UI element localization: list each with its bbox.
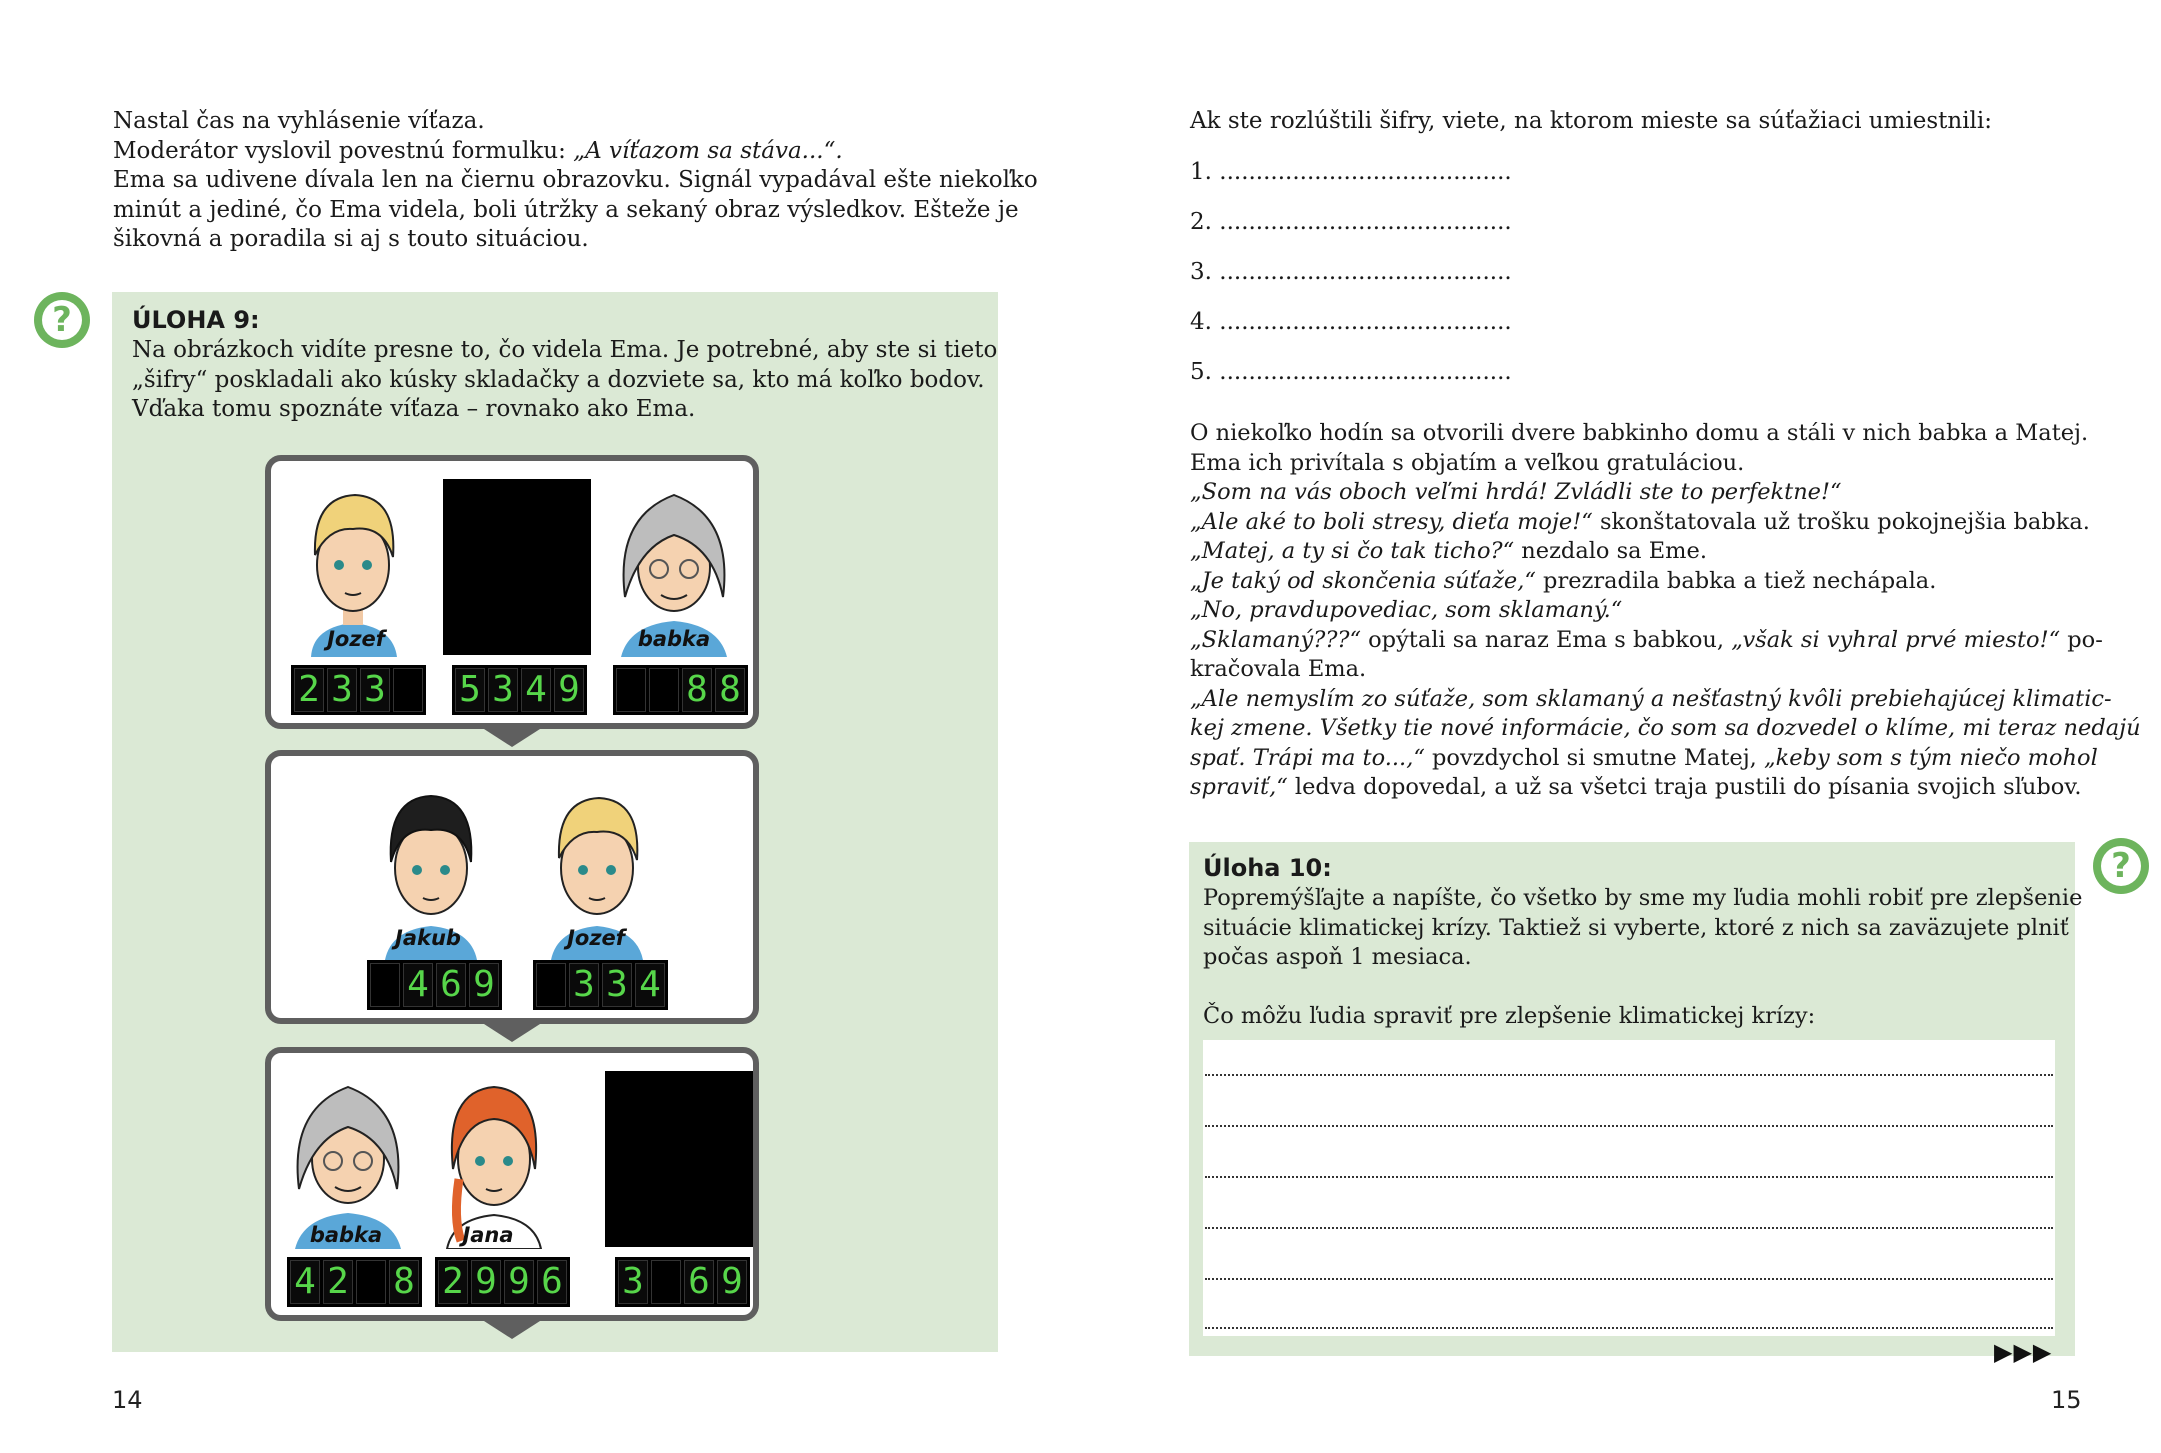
score-display — [291, 665, 426, 715]
task9-text: Na obrázkoch vidíte presne to, čo videla Ema. Je potrebné, aby ste si tieto „šifry“ poskladali ako kúsky skladačky a dozviete sa, kto má koľko bodov. Vďaka tomu spoznáte víťaza – rovnako ako Ema. — [132, 337, 998, 422]
score-display — [287, 1257, 422, 1307]
digit — [651, 1260, 681, 1304]
name-label: babka — [309, 1223, 383, 1247]
tv-tail — [484, 1321, 540, 1339]
digit: 4 — [290, 1260, 320, 1304]
digit: 3 — [360, 668, 390, 712]
task9-title: ÚLOHA 9: — [132, 306, 260, 334]
digit — [356, 1260, 386, 1304]
digit: 8 — [682, 668, 712, 712]
digit: 3 — [618, 1260, 648, 1304]
name-label: Jakub — [395, 926, 461, 950]
task10-prompt: Čo môžu ľudia spraviť pre zlepšenie klimatickej krízy: — [1203, 1003, 1816, 1029]
task9-box — [112, 292, 998, 1352]
digit: 3 — [488, 668, 518, 712]
score-display — [533, 960, 668, 1010]
tv-screen-2 — [265, 750, 759, 1024]
intro-line-4: minút a jediné, čo Ema videla, boli útržky a sekaný obraz výsledkov. Ešteže je — [113, 196, 1019, 223]
question-icon: ? — [34, 292, 90, 348]
name-label: babka — [637, 627, 711, 651]
digit: 4 — [635, 963, 665, 1007]
name-label: Jana — [462, 1223, 514, 1247]
tv-tail — [484, 729, 540, 747]
intro-line-2: Moderátor vyslovil povestnú formulku: „A víťazom sa stáva...“. — [113, 137, 843, 164]
digit: 8 — [715, 668, 745, 712]
intro-text — [113, 107, 1038, 255]
digit: 3 — [602, 963, 632, 1007]
placement-line[interactable]: 5. ........................................ — [1190, 359, 1512, 385]
placement-list — [1190, 158, 1512, 408]
answer-line[interactable] — [1205, 1072, 2053, 1076]
score-display — [615, 1257, 750, 1307]
score-display — [435, 1257, 570, 1307]
black-gap — [443, 479, 591, 655]
task10-text: Popremýšľajte a napíšte, čo všetko by sme my ľudia mohli robiť pre zlepšenie situácie klimatickej krízy. Taktiež si vyberte, ktoré z nich sa zaväzujete plniť počas aspoň 1 mesiaca. — [1203, 885, 2083, 970]
intro-line-3: Ema sa udivene dívala len na čiernu obrazovku. Signál vypadával ešte niekoľko — [113, 167, 1038, 193]
digit — [616, 668, 646, 712]
intro-line-1: Nastal čas na vyhlásenie víťaza. — [113, 108, 485, 134]
face-babka — [283, 1069, 413, 1249]
digit: 6 — [537, 1260, 567, 1304]
question-icon: ? — [2093, 838, 2149, 894]
score-display — [613, 665, 748, 715]
tv-screen-3 — [265, 1047, 759, 1321]
digit: 8 — [389, 1260, 419, 1304]
page-number-right: 15 — [2051, 1386, 2082, 1414]
score-display — [452, 665, 587, 715]
tv-tail — [484, 1024, 540, 1042]
continue-arrows-icon: ▶▶▶ — [1994, 1338, 2053, 1366]
task10-title: Úloha 10: — [1203, 854, 1332, 882]
digit: 6 — [684, 1260, 714, 1304]
placement-line[interactable]: 3. ........................................ — [1190, 259, 1512, 285]
placement-line[interactable]: 1. ........................................ — [1190, 159, 1512, 185]
digit: 3 — [327, 668, 357, 712]
placement-intro: Ak ste rozlúštili šifry, viete, na ktorom mieste sa súťažiaci umiestnili: — [1190, 108, 1993, 134]
digit: 6 — [436, 963, 466, 1007]
digit — [393, 668, 423, 712]
digit: 9 — [504, 1260, 534, 1304]
digit — [370, 963, 400, 1007]
digit: 2 — [438, 1260, 468, 1304]
digit: 4 — [521, 668, 551, 712]
digit: 9 — [471, 1260, 501, 1304]
digit — [536, 963, 566, 1007]
tv-screen-1 — [265, 455, 759, 729]
answer-line[interactable] — [1205, 1174, 2053, 1178]
placement-line[interactable]: 4. ........................................ — [1190, 309, 1512, 335]
digit: 9 — [469, 963, 499, 1007]
answer-line[interactable] — [1205, 1123, 2053, 1127]
digit: 2 — [323, 1260, 353, 1304]
black-gap — [605, 1071, 753, 1247]
digit: 4 — [403, 963, 433, 1007]
name-label: Jozef — [327, 627, 385, 651]
digit: 5 — [455, 668, 485, 712]
digit: 9 — [554, 668, 584, 712]
answer-line[interactable] — [1205, 1225, 2053, 1229]
digit: 2 — [294, 668, 324, 712]
score-display — [367, 960, 502, 1010]
placement-line[interactable]: 2. ........................................ — [1190, 209, 1512, 235]
face-jana — [431, 1069, 557, 1249]
page-number-left: 14 — [112, 1386, 143, 1414]
answer-line[interactable] — [1205, 1325, 2053, 1329]
answer-area[interactable] — [1203, 1040, 2055, 1336]
answer-line[interactable] — [1205, 1276, 2053, 1280]
digit — [649, 668, 679, 712]
digit: 9 — [717, 1260, 747, 1304]
intro-line-5: šikovná a poradila si aj s touto situáciou. — [113, 226, 589, 252]
task10-box — [1189, 842, 2083, 1356]
digit: 3 — [569, 963, 599, 1007]
story-text: O niekoľko hodín sa otvorili dvere babkinho domu a stáli v nich babka a Matej. Ema ich privítala s objatím a veľkou gratuláciou. „Som na vás oboch veľmi hrdá! Zvládli ste to perfektne!“ „Ale aké to boli stresy, dieťa moje!“ skonštatovala už trošku pokojnejšia babka. „Matej, a ty si čo tak ticho?“ nezdalo sa Eme. „Je taký od skončenia súťaže,“ prezradila babka a tiež nechápala. „No, pravdupovediac, som sklamaný.“ „Sklamaný???“ opýtali sa naraz Ema s babkou, „však si vyhral prvé miesto!“ po- kračovala Ema. „Ale nemyslím zo súťaže, som sklamaný a nešťastný kvôli prebiehajúcej klimatic- kej zmene. Všetky tie nové informácie, čo som sa dozvedel o klíme, mi teraz nedajú spať. Trápi ma to...,“ povzdychol si smutne Matej, „keby som s tým niečo mohol spraviť,“ ledva dopovedal, a už sa všetci traja pustili do písania svojich sľubov. — [1190, 420, 2141, 800]
name-label: Jozef — [567, 926, 625, 950]
